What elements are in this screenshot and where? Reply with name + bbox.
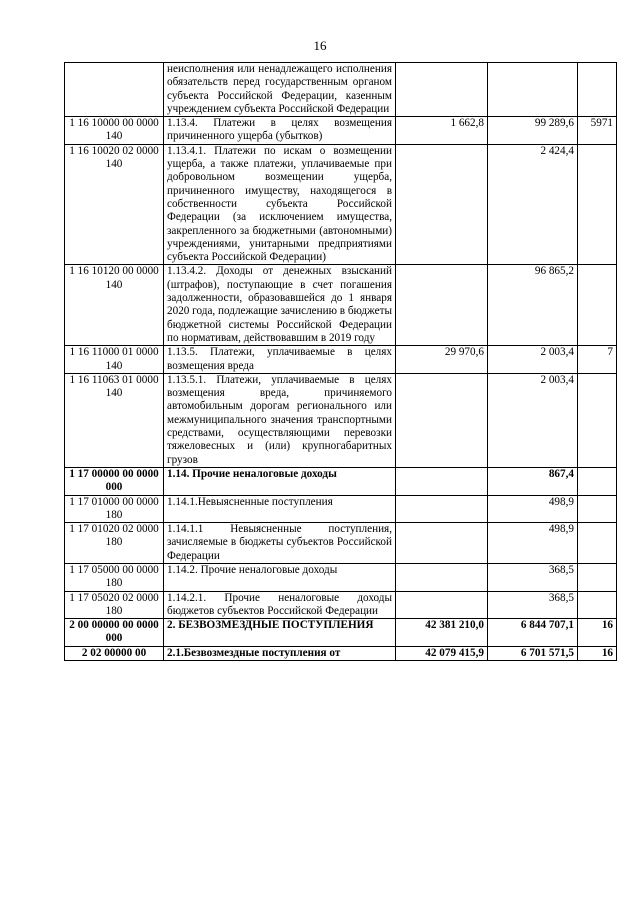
percent-cell <box>578 495 617 523</box>
table-row <box>65 467 617 495</box>
actual-amount-cell <box>488 63 578 117</box>
percent-cell <box>578 591 617 619</box>
item-name-cell: 1.13.4.1. Платежи по искам о возмещении ущерба, а также платежи, уплачиваемые при добровольном возмещении ущерба, причиненного имуществу, находящегося в собственности субъекта Российской Федерации (за исключением имущества, закрепленного за бюджетными (автономными) учреждениями, унитарными предприятиями субъекта Российской Федерации) <box>164 144 396 265</box>
planned-amount-cell <box>396 63 488 117</box>
budget-code-cell: 1 16 11063 01 0000 140 <box>65 373 164 467</box>
item-name-cell: 1.13.5. Платежи, уплачиваемые в целях возмещения вреда <box>164 346 396 374</box>
budget-code-cell: 2 00 00000 00 0000 000 <box>65 619 164 647</box>
percent-cell <box>578 373 617 467</box>
item-name-cell: 1.14.2. Прочие неналоговые доходы <box>164 563 396 591</box>
table-row <box>65 373 617 467</box>
budget-code-cell: 1 17 01000 00 0000 180 <box>65 495 164 523</box>
actual-amount-cell: 368,5 <box>488 591 578 619</box>
budget-code-cell: 1 17 05000 00 0000 180 <box>65 563 164 591</box>
planned-amount-cell <box>396 563 488 591</box>
item-name-cell: 1.13.4.2. Доходы от денежных взысканий (штрафов), поступающие в счет погашения задолженности, образовавшейся до 1 января 2020 года, подлежащие зачислению в бюджеты бюджетной системы Российской Федерации по нормативам, действовавшим в 2019 году <box>164 265 396 346</box>
table-row <box>65 523 617 564</box>
item-name-cell: неисполнения или ненадлежащего исполнения обязательств перед государственным органом субъекта Российской Федерации, казенным учреждением субъекта Российской Федерации <box>164 63 396 117</box>
planned-amount-cell <box>396 144 488 265</box>
table-row <box>65 591 617 619</box>
actual-amount-cell: 368,5 <box>488 563 578 591</box>
item-name-cell: 1.13.5.1. Платежи, уплачиваемые в целях возмещения вреда, причиняемого автомобильным дорогам регионального или межмуниципального значения транспортными средствами, осуществляющими перевозки тяжеловесных и (или) крупногабаритных грузов <box>164 373 396 467</box>
planned-amount-cell: 42 381 210,0 <box>396 619 488 647</box>
table-row <box>65 63 617 117</box>
page-number: 16 <box>313 38 327 53</box>
percent-cell <box>578 523 617 564</box>
budget-code-cell: 1 16 10000 00 0000 140 <box>65 117 164 145</box>
budget-revenue-table <box>64 62 617 661</box>
table-row <box>65 619 617 647</box>
percent-cell <box>578 563 617 591</box>
budget-code-cell: 1 17 00000 00 0000 000 <box>65 467 164 495</box>
actual-amount-cell: 867,4 <box>488 467 578 495</box>
percent-cell: 16 <box>578 646 617 660</box>
item-name-cell: 1.13.4. Платежи в целях возмещения причиненного ущерба (убытков) <box>164 117 396 145</box>
actual-amount-cell: 2 424,4 <box>488 144 578 265</box>
table-row <box>65 144 617 265</box>
percent-cell <box>578 467 617 495</box>
budget-code-cell: 2 02 00000 00 <box>65 646 164 660</box>
table-row <box>65 563 617 591</box>
planned-amount-cell <box>396 591 488 619</box>
budget-code-cell: 1 17 01020 02 0000 180 <box>65 523 164 564</box>
table-row <box>65 495 617 523</box>
item-name-cell: 2. БЕЗВОЗМЕЗДНЫЕ ПОСТУПЛЕНИЯ <box>164 619 396 647</box>
actual-amount-cell: 6 844 707,1 <box>488 619 578 647</box>
actual-amount-cell: 96 865,2 <box>488 265 578 346</box>
item-name-cell: 1.14.1.1 Невыясненные поступления, зачисляемые в бюджеты субъектов Российской Федерации <box>164 523 396 564</box>
table-row <box>65 646 617 660</box>
budget-code-cell: 1 17 05020 02 0000 180 <box>65 591 164 619</box>
item-name-cell: 2.1.Безвозмездные поступления от <box>164 646 396 660</box>
planned-amount-cell <box>396 265 488 346</box>
actual-amount-cell: 2 003,4 <box>488 346 578 374</box>
percent-cell: 7 <box>578 346 617 374</box>
planned-amount-cell: 1 662,8 <box>396 117 488 145</box>
percent-cell <box>578 63 617 117</box>
budget-code-cell <box>65 63 164 117</box>
table-row <box>65 265 617 346</box>
item-name-cell: 1.14.1.Невыясненные поступления <box>164 495 396 523</box>
planned-amount-cell <box>396 495 488 523</box>
budget-code-cell: 1 16 10120 00 0000 140 <box>65 265 164 346</box>
planned-amount-cell <box>396 467 488 495</box>
budget-code-cell: 1 16 11000 01 0000 140 <box>65 346 164 374</box>
percent-cell: 5971 <box>578 117 617 145</box>
actual-amount-cell: 6 701 571,5 <box>488 646 578 660</box>
table-body <box>65 63 617 661</box>
planned-amount-cell: 29 970,6 <box>396 346 488 374</box>
item-name-cell: 1.14. Прочие неналоговые доходы <box>164 467 396 495</box>
percent-cell: 16 <box>578 619 617 647</box>
actual-amount-cell: 99 289,6 <box>488 117 578 145</box>
budget-code-cell: 1 16 10020 02 0000 140 <box>65 144 164 265</box>
actual-amount-cell: 498,9 <box>488 523 578 564</box>
table-row <box>65 346 617 374</box>
actual-amount-cell: 498,9 <box>488 495 578 523</box>
percent-cell <box>578 144 617 265</box>
table-row <box>65 117 617 145</box>
percent-cell <box>578 265 617 346</box>
planned-amount-cell <box>396 373 488 467</box>
planned-amount-cell <box>396 523 488 564</box>
actual-amount-cell: 2 003,4 <box>488 373 578 467</box>
planned-amount-cell: 42 079 415,9 <box>396 646 488 660</box>
item-name-cell: 1.14.2.1. Прочие неналоговые доходы бюджетов субъектов Российской Федерации <box>164 591 396 619</box>
